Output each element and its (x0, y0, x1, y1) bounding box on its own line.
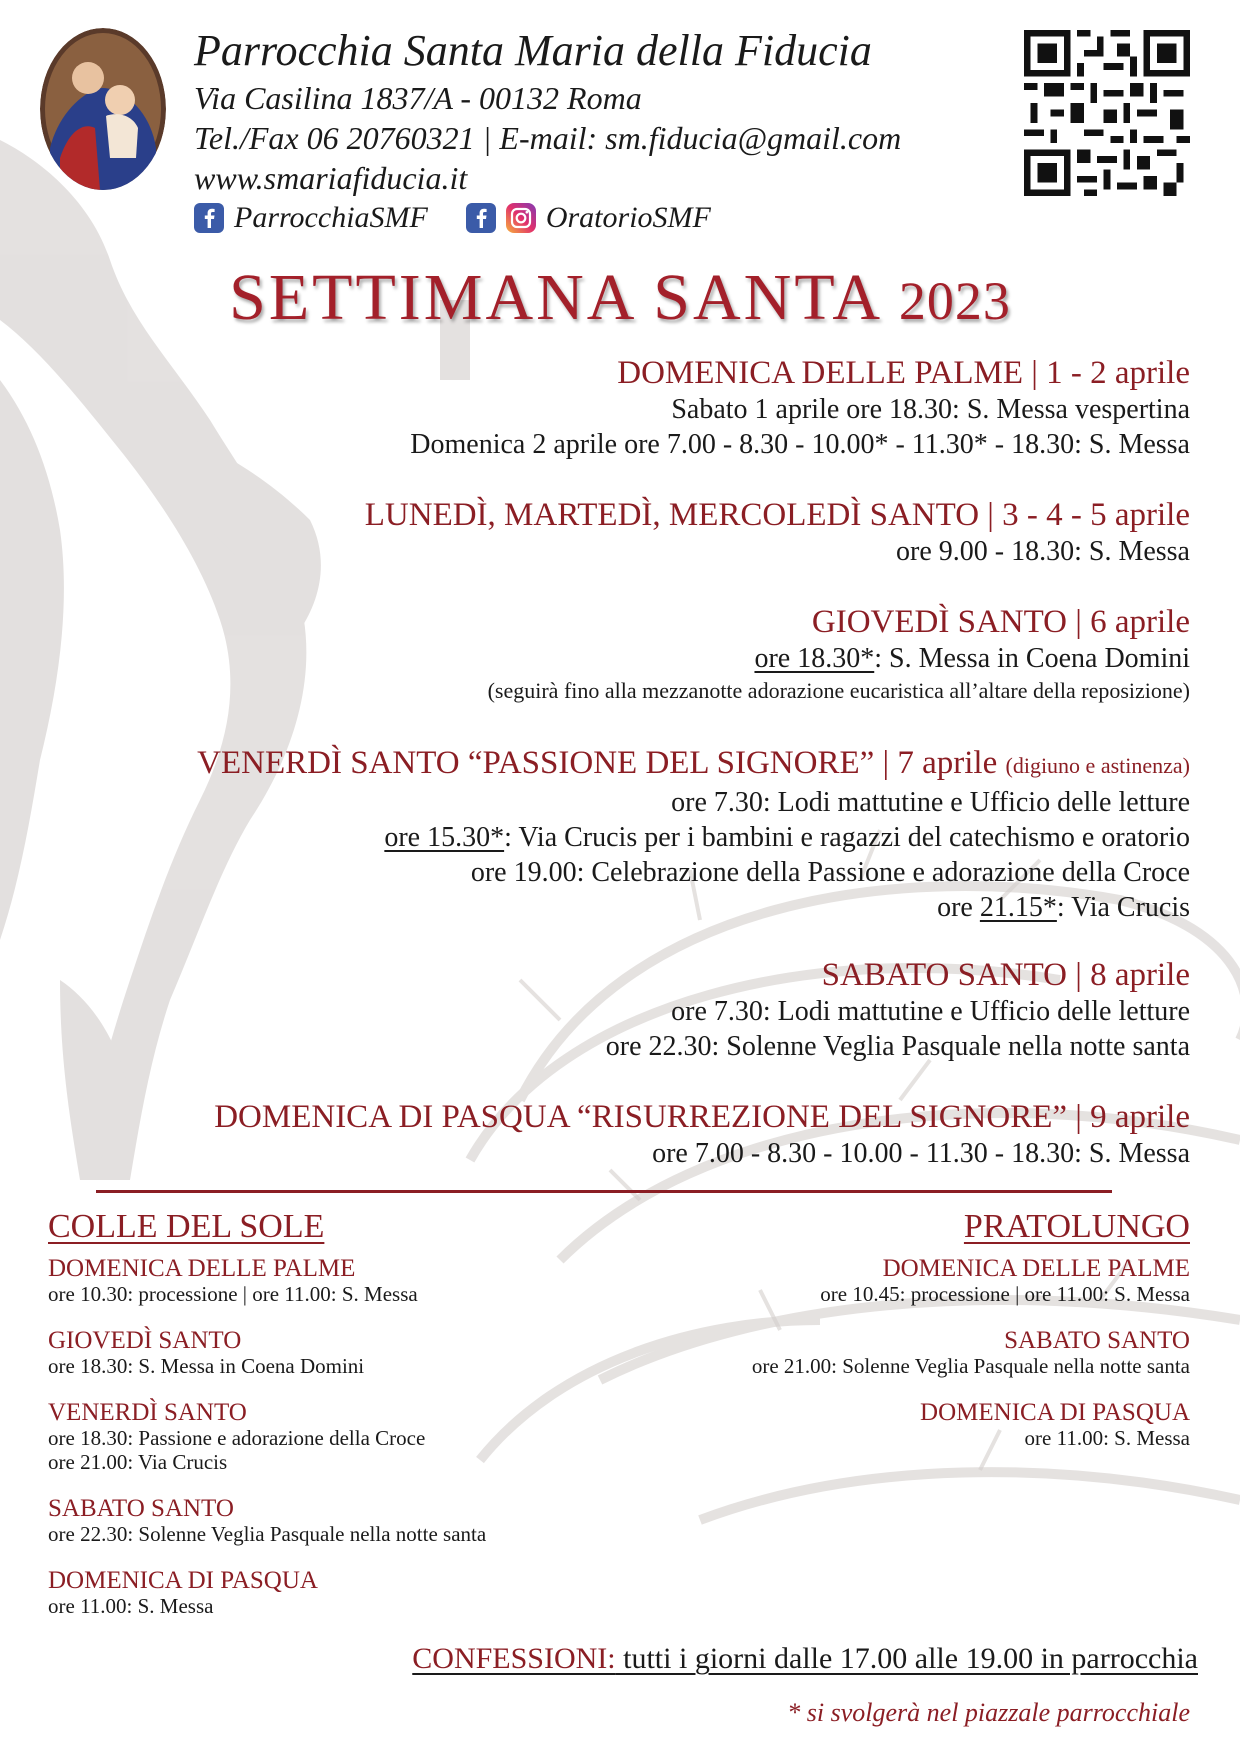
section-heading: LUNEDÌ, MARTEDÌ, MERCOLEDÌ SANTO | 3 - 4 - 5 aprile (364, 497, 1190, 533)
event-name: DOMENICA DELLE PALME (882, 1255, 1190, 1282)
event-name: DOMENICA DI PASQUA (920, 1399, 1190, 1426)
event-line: ore 21.00: Via Crucis (48, 1450, 228, 1474)
event-line: ore 22.30: Solenne Veglia Pasquale nella notte santa (48, 1522, 487, 1546)
event-block (570, 1400, 1190, 1450)
event-name: GIOVEDÌ SANTO (48, 1327, 242, 1354)
section-domenica-pasqua (40, 1098, 1190, 1171)
confessions-line (412, 1640, 1198, 1678)
schedule-line: ore 7.30: Lodi mattutine e Ufficio delle letture (671, 996, 1190, 1027)
schedule-line: Sabato 1 aprile ore 18.30: S. Messa vespertina (671, 394, 1190, 425)
facebook-icon[interactable] (194, 203, 224, 233)
event-block (570, 1256, 1190, 1306)
madonna-portrait-icon (40, 28, 166, 190)
section-heading: GIOVEDÌ SANTO | 6 aprile (811, 604, 1190, 640)
schedule-line: Domenica 2 aprile ore 7.00 - 8.30 - 10.00* - 11.30* - 18.30: S. Messa (410, 429, 1190, 460)
social-parish-handle[interactable]: ParrocchiaSMF (234, 201, 428, 234)
event-name: DOMENICA DI PASQUA (48, 1567, 318, 1594)
section-lunedi-mercoledi-santo (40, 496, 1190, 569)
schedule-time: ore 15.30* (384, 822, 505, 853)
section-heading: DOMENICA DELLE PALME | 1 - 2 aprile (617, 355, 1190, 391)
event-line: ore 10.45: processione | ore 11.00: S. Messa (820, 1282, 1190, 1306)
event-line: ore 10.30: processione | ore 11.00: S. Messa (48, 1282, 418, 1306)
social-oratorio-handle[interactable]: OratorioSMF (545, 201, 711, 234)
event-line: ore 11.00: S. Messa (1024, 1426, 1190, 1450)
schedule-line: ore 7.00 - 8.30 - 10.00 - 11.30 - 18.30: S. Messa (652, 1138, 1190, 1169)
divider (96, 1190, 1112, 1193)
qr-code-icon[interactable] (1024, 30, 1190, 196)
event-block (570, 1328, 1190, 1378)
event-name: SABATO SANTO (48, 1495, 234, 1522)
confessions-label: CONFESSIONI: (412, 1642, 616, 1675)
parish-header (194, 24, 954, 238)
page-title (0, 260, 1240, 339)
schedule-note: (seguirà fino alla mezzanotte adorazione eucaristica all’altare della reposizione) (487, 678, 1190, 703)
social-links (194, 198, 954, 238)
section-venerdi-santo (40, 744, 1190, 925)
schedule-time: 21.15* (979, 892, 1057, 923)
facebook-icon[interactable] (466, 203, 496, 233)
schedule-time: ore 18.30* (754, 643, 875, 674)
section-heading-text: VENERDÌ SANTO “PASSIONE DEL SIGNORE” | 7 aprile (197, 745, 998, 781)
event-name: VENERDÌ SANTO (48, 1399, 247, 1426)
section-heading: SABATO SANTO | 8 aprile (821, 957, 1190, 993)
parish-name: Parrocchia Santa Maria della Fiducia (194, 26, 872, 75)
section-heading (40, 744, 1190, 785)
section-heading: DOMENICA DI PASQUA “RISURREZIONE DEL SIGNORE” | 9 aprile (214, 1099, 1190, 1135)
event-name: SABATO SANTO (1004, 1327, 1190, 1354)
parish-website-link[interactable]: www.smariafiducia.it (194, 160, 468, 196)
schedule-line (40, 890, 1190, 925)
pratolungo-column (570, 1206, 1190, 1450)
schedule-line: ore 7.30: Lodi mattutine e Ufficio delle letture (671, 787, 1190, 818)
event-line: ore 18.30: S. Messa in Coena Domini (48, 1354, 365, 1378)
event-line: ore 18.30: Passione e adorazione della Croce (48, 1426, 426, 1450)
title-main: SETTIMANA SANTA (229, 261, 880, 334)
event-name: DOMENICA DELLE PALME (48, 1255, 356, 1282)
column-title: PRATOLUNGO (963, 1208, 1190, 1245)
schedule-text: : S. Messa in Coena Domini (874, 643, 1190, 674)
schedule-text: ore (937, 892, 980, 923)
confessions-text: tutti i giorni dalle 17.00 alle 19.00 in parrocchia (615, 1642, 1198, 1675)
event-block (48, 1568, 668, 1618)
event-line: ore 11.00: S. Messa (48, 1594, 214, 1618)
title-year: 2023 (898, 271, 1011, 331)
event-block (48, 1496, 668, 1546)
parish-address: Via Casilina 1837/A - 00132 Roma (194, 80, 642, 116)
section-domenica-palme (40, 354, 1190, 462)
instagram-icon[interactable] (506, 203, 536, 233)
column-title: COLLE DEL SOLE (48, 1208, 325, 1245)
schedule-line (40, 820, 1190, 855)
section-heading-note: (digiuno e astinenza) (1005, 753, 1190, 778)
schedule-text: : Via Crucis (1056, 892, 1190, 923)
schedule-text: : Via Crucis per i bambini e ragazzi del catechismo e oratorio (504, 822, 1190, 853)
schedule-line: ore 22.30: Solenne Veglia Pasquale nella notte santa (605, 1031, 1190, 1062)
section-giovedi-santo (40, 603, 1190, 706)
schedule-line: ore 19.00: Celebrazione della Passione e adorazione della Croce (470, 857, 1190, 888)
parish-contact[interactable]: Tel./Fax 06 20760321 | E-mail: sm.fiducia@gmail.com (194, 120, 902, 156)
event-line: ore 21.00: Solenne Veglia Pasquale nella notte santa (751, 1354, 1190, 1378)
schedule-line: ore 9.00 - 18.30: S. Messa (896, 536, 1190, 567)
section-sabato-santo (40, 956, 1190, 1064)
footnote: * si svolgerà nel piazzale parrocchiale (787, 1698, 1190, 1727)
schedule-line (40, 641, 1190, 676)
